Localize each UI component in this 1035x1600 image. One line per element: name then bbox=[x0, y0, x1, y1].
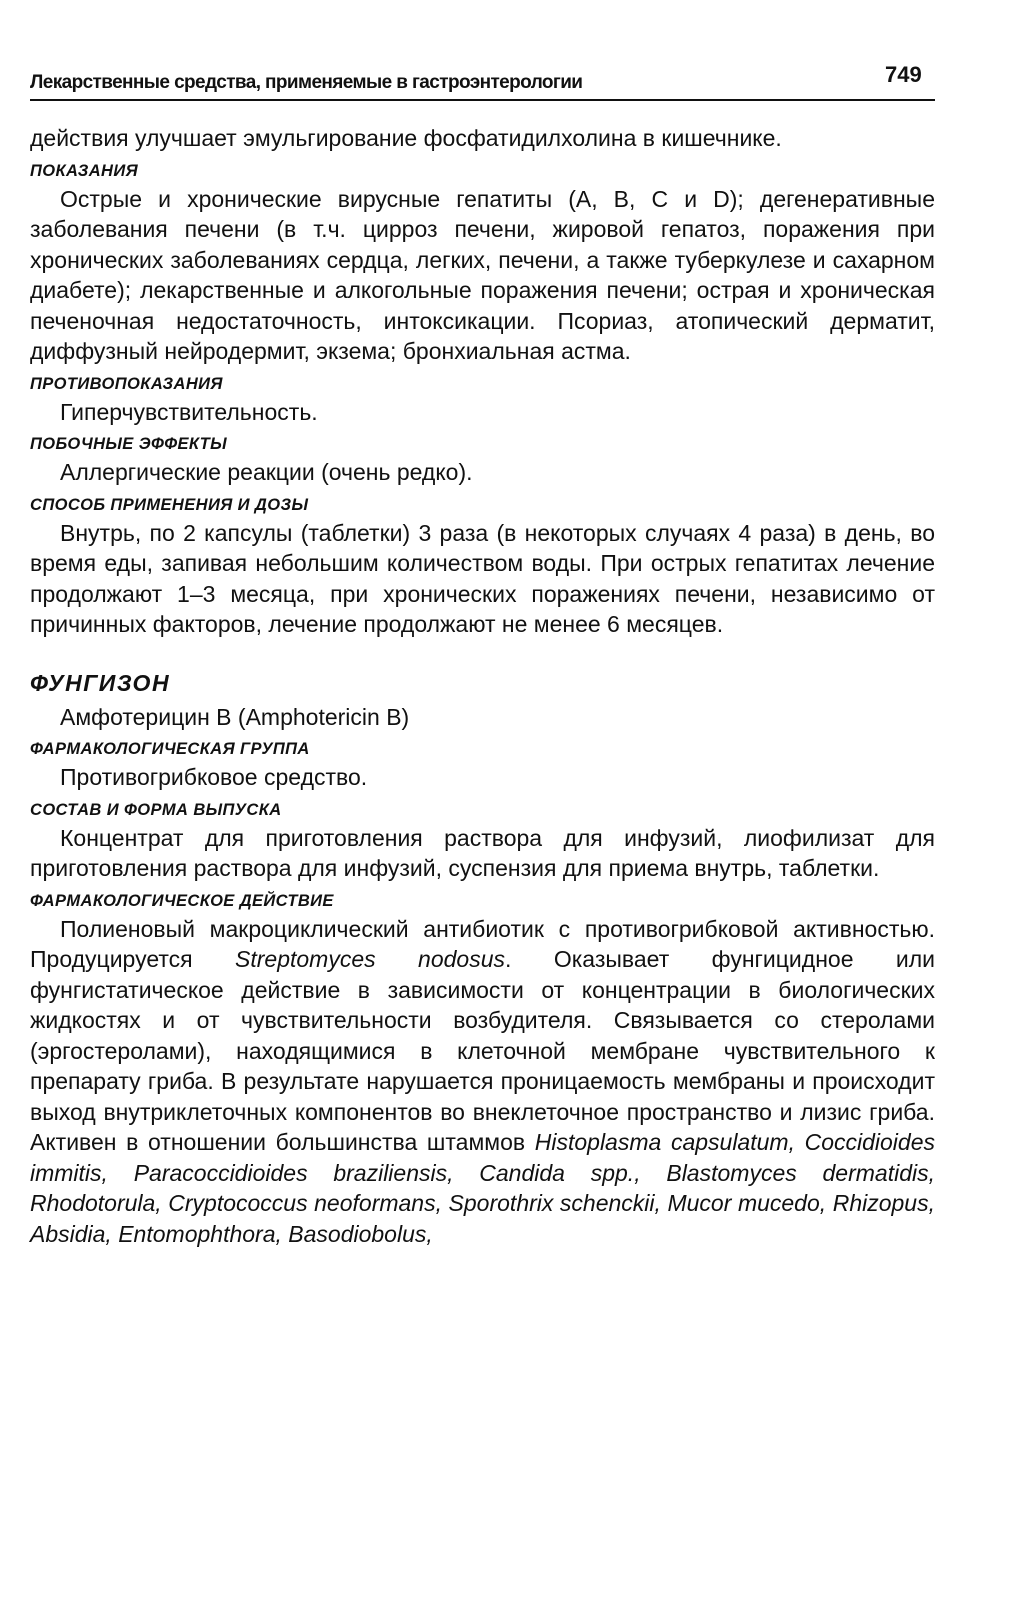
drug-title: ФУНГИЗОН bbox=[30, 669, 171, 696]
continuation-paragraph: действия улучшает эмульгирование фосфатидилхолина в кишечнике. bbox=[30, 125, 782, 151]
contraindications-heading: ПРОТИВОПОКАЗАНИЯ bbox=[30, 374, 223, 393]
header-rule bbox=[30, 99, 935, 101]
pharm-action-text bbox=[30, 914, 935, 1250]
indications-text: Острые и хронические вирусные гепатиты (А, В, С и D); дегенеративные заболевания печени (в т.ч. цирроз печени, жировой гепатоз, поражения при хронических заболеваниях сердца, легких, печени, а также туберкулезе и сахарном диабете); лекарственные и алкогольные поражения печени; острая и хроническая печеночная недостаточность, интоксикации. Псориаз, атопический дерматит, диффузный нейродермит, экзема; бронхиальная астма. bbox=[30, 185, 935, 364]
dosage-text: Внутрь, по 2 капсулы (таблетки) 3 раза (в некоторых случаях 4 раза) в день, во время еды, запивая небольшим количеством воды. При острых гепатитах лечение продолжают 1–3 месяца, при хронических поражениях печени, независимо от причинных факторов, лечение продолжают не менее 6 месяцев. bbox=[30, 519, 935, 637]
pharm-group-heading: ФАРМАКОЛОГИЧЕСКАЯ ГРУППА bbox=[30, 740, 310, 758]
pharm-action-heading: ФАРМАКОЛОГИЧЕСКОЕ ДЕЙСТВИЕ bbox=[30, 891, 334, 910]
active-substance: Амфотерицин В (Amphotericin B) bbox=[60, 703, 410, 730]
indications-heading: ПОКАЗАНИЯ bbox=[30, 161, 139, 180]
page-body bbox=[30, 123, 935, 1249]
producer-species: Streptomyces nodosus bbox=[235, 946, 506, 972]
running-header-title: Лекарственные средства, применяемые в гастроэнтерологии bbox=[30, 72, 583, 93]
side-effects-text: Аллергические реакции (очень редко). bbox=[60, 459, 473, 485]
dosage-heading: СПОСОБ ПРИМЕНЕНИЯ И ДОЗЫ bbox=[30, 495, 309, 514]
pharm-action-text-part-2: . Оказывает фунгицидное или фунгистатическое действие в зависимости от концентрации в биологических жидкостях и от чувствительности возбудителя. Связывается со стеролами (эргостеролами), находящимися в клеточной мембране чувствительного к препарату гриба. В результате нарушается проницаемость мембраны и происходит выход внутриклеточных компонентов во внеклеточное пространство и лизис гриба. Активен в отношении большинства штаммов bbox=[30, 946, 936, 1155]
organism-list: Histoplasma capsulatum, Coccidioides immitis, Paracoccidioides braziliensis, Candida spp., Blastomyces dermatidis, Rhodotorula, Cryptococcus neoformans, Sporothrix schenckii, Mucor mucedo, Rhizopus, Absidia, Entomophthora, Basodiobolus, bbox=[30, 1129, 936, 1247]
contraindications-text: Гиперчувствительность. bbox=[60, 398, 318, 425]
composition-text: Концентрат для приготовления раствора для инфузий, лиофилизат для приготовления раствора для инфузий, суспензия для приема внутрь, таблетки. bbox=[30, 824, 935, 881]
pharm-action-text-part-1: Полиеновый макроциклический антибиотик с противогрибковой активностью. Продуцируется bbox=[30, 915, 935, 972]
composition-heading: СОСТАВ И ФОРМА ВЫПУСКА bbox=[30, 800, 282, 819]
pharm-group-text: Противогрибковое средство. bbox=[60, 764, 368, 790]
page-number: 749 bbox=[885, 62, 922, 87]
side-effects-heading: ПОБОЧНЫЕ ЭФФЕКТЫ bbox=[30, 435, 228, 453]
